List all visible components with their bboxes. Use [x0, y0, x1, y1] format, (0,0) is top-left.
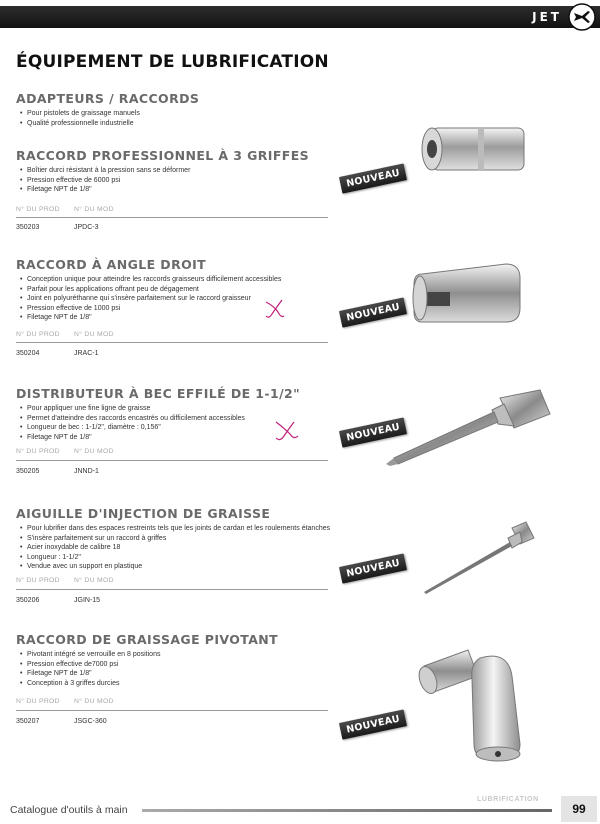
col-product-no: N° DU PROD: [16, 448, 60, 455]
product-no: 350204: [16, 350, 40, 357]
jet-plane-icon: [568, 3, 596, 31]
section-title: ADAPTEURS / RACCORDS: [16, 91, 200, 106]
model-no: JNND-1: [74, 468, 99, 475]
product-no: 350206: [16, 597, 40, 604]
bullet: • Filetage NPT de 1/8": [20, 433, 346, 443]
nouveau-badge: NOUVEAU: [339, 417, 408, 447]
product-no: 350203: [16, 224, 40, 231]
product-no: 350205: [16, 468, 40, 475]
col-model-no: N° DU MOD: [74, 206, 114, 213]
page-number: 99: [561, 796, 597, 822]
bullet: • Conception à 3 griffes durcies: [20, 679, 346, 689]
section-title: DISTRIBUTEUR À BEC EFFILÉ DE 1-1/2": [16, 386, 301, 401]
table-rule: [16, 460, 328, 461]
injection-needle-image: [416, 518, 550, 598]
header-bar: [0, 0, 600, 40]
col-product-no: N° DU PROD: [16, 206, 60, 213]
bullet: • Pression effective de 1000 psi: [20, 304, 346, 314]
table-rule: [16, 589, 328, 590]
bullet: • Joint en polyuréthanne qui s'insère parfaitement sur le raccord graisseur: [20, 294, 346, 304]
model-no: JRAC-1: [74, 350, 99, 357]
bullet: • Filetage NPT de 1/8": [20, 185, 346, 195]
section-raccord-angle-droit: [16, 257, 346, 323]
bullet: • Longueur de bec : 1-1/2", diamètre : 0,156": [20, 423, 346, 433]
bullet: • Conception unique pour atteindre les raccords graisseurs difficilement accessibles: [20, 275, 346, 285]
nouveau-badge: NOUVEAU: [339, 163, 408, 193]
bullet: • Permet d'atteindre des raccords encastrés ou difficilement accessibles: [20, 414, 346, 424]
model-no: JGIN-15: [74, 597, 101, 604]
catalog-name: Catalogue d'outils à main: [10, 804, 128, 816]
bullet: • Pour pistolets de graissage manuels: [20, 109, 346, 119]
bullet: • Pour lubrifier dans des espaces restreints tels que les joints de cardan et les roulements étanches: [20, 524, 346, 534]
nouveau-badge: NOUVEAU: [339, 297, 408, 327]
bullet: • Vendue avec un support en plastique: [20, 562, 346, 572]
table-row: [16, 468, 99, 475]
section-title: AIGUILLE D'INJECTION DE GRAISSE: [16, 506, 271, 521]
table-rule: [16, 217, 328, 218]
bullet: • Boîtier durci résistant à la pression sans se déformer: [20, 166, 346, 176]
bullet: • S'insère parfaitement sur un raccord à griffes: [20, 534, 346, 544]
footer-rule: [142, 809, 552, 812]
bullet: • Pression effective de 6000 psi: [20, 176, 346, 186]
swivel-coupler-image: [408, 636, 578, 766]
bullet: • Pour appliquer une fine ligne de graisse: [20, 404, 346, 414]
col-product-no: N° DU PROD: [16, 698, 60, 705]
section-aiguille-injection: [16, 506, 346, 572]
table-row: [16, 224, 99, 231]
product-no: 350207: [16, 718, 40, 725]
bullet: • Filetage NPT de 1/8": [20, 669, 346, 679]
section-label: LUBRIFICATION: [477, 796, 539, 803]
bullet: • Filetage NPT de 1/8": [20, 313, 346, 323]
section-raccord-3-griffes: [16, 148, 346, 195]
col-product-no: N° DU PROD: [16, 331, 60, 338]
bullet: • Pivotant intégré se verrouille en 8 positions: [20, 650, 346, 660]
model-no: JSGC-360: [74, 718, 107, 725]
bullet: • Parfait pour les applications offrant peu de dégagement: [20, 285, 346, 295]
bullet: • Longueur : 1-1/2": [20, 553, 346, 563]
column-headers: [16, 206, 114, 213]
needle-nozzle-image: [380, 380, 556, 472]
column-headers: [16, 331, 114, 338]
section-adapters: [16, 91, 346, 128]
table-rule: [16, 710, 328, 711]
bullet: • Pression effective de7000 psi: [20, 660, 346, 670]
handwritten-x-mark: [272, 418, 302, 444]
section-title: RACCORD À ANGLE DROIT: [16, 257, 207, 272]
section-title: RACCORD PROFESSIONNEL À 3 GRIFFES: [16, 148, 310, 163]
logo-text: JET: [532, 10, 562, 24]
coupler-right-angle-image: [410, 252, 530, 342]
section-raccord-pivotant: [16, 632, 346, 688]
section-title: RACCORD DE GRAISSAGE PIVOTANT: [16, 632, 279, 647]
col-model-no: N° DU MOD: [74, 448, 114, 455]
col-model-no: N° DU MOD: [74, 577, 114, 584]
handwritten-x-mark: [262, 296, 290, 322]
column-headers: [16, 448, 114, 455]
jet-logo: [500, 2, 596, 32]
table-row: [16, 597, 100, 604]
col-product-no: N° DU PROD: [16, 577, 60, 584]
col-model-no: N° DU MOD: [74, 331, 114, 338]
nouveau-badge: NOUVEAU: [339, 709, 408, 739]
table-row: [16, 350, 99, 357]
column-headers: [16, 698, 114, 705]
coupler-3-jaw-image: [412, 116, 532, 186]
col-model-no: N° DU MOD: [74, 698, 114, 705]
page-title: ÉQUIPEMENT DE LUBRIFICATION: [16, 52, 329, 72]
nouveau-badge: NOUVEAU: [339, 553, 408, 583]
bullet: • Acier inoxydable de calibre 18: [20, 543, 346, 553]
column-headers: [16, 577, 114, 584]
page-footer: [0, 792, 600, 824]
bullet: • Qualité professionnelle industrielle: [20, 119, 346, 129]
table-rule: [16, 342, 328, 343]
model-no: JPDC-3: [74, 224, 99, 231]
table-row: [16, 718, 107, 725]
